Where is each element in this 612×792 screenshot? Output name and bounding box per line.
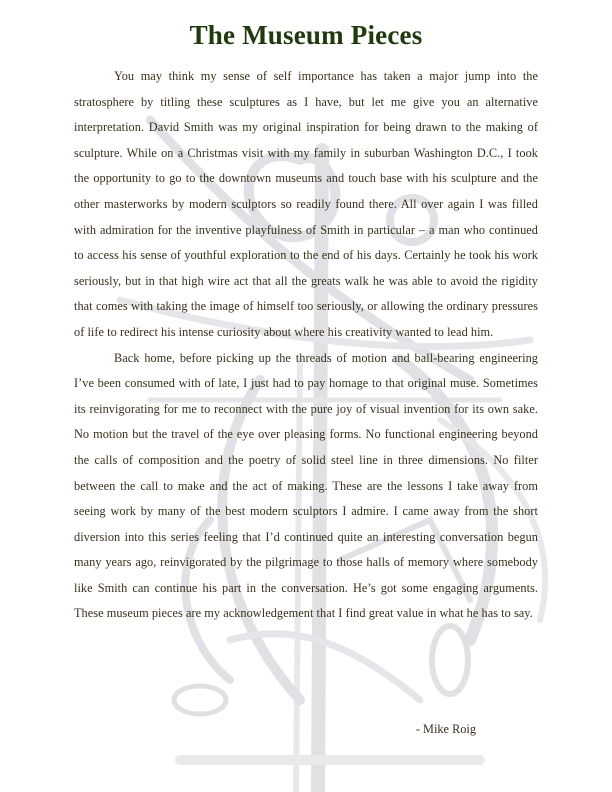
body-text <box>74 64 538 627</box>
page-title: The Museum Pieces <box>189 20 423 50</box>
paragraph-1: You may think my sense of self importance has taken a major jump into the stratosphere by titling these sculptures as I have, but let me give you an alternative interpretation. David Smith was my original inspiration for being drawn to the making of sculpture. While on a Christmas visit with my family in suburban Washington D.C., I took the opportunity to go to the downtown museums and touch base with his sculpture and the other masterworks by modern sculptors so readily found there. All over again I was filled with admiration for the inventive playfulness of Smith in particular – a man who continued to access his sense of youthful exploration to the end of his days. Certainly he took his work seriously, but in that high wire act that all the greats walk he was able to avoid the rigidity that comes with taking the image of himself too seriously, or allowing the ordinary pressures of life to redirect his intense curiosity about where his creativity wanted to lead him. <box>74 69 538 339</box>
paragraph-2: Back home, before picking up the threads of motion and ball-bearing engineering I’ve been consumed with of late, I just had to pay homage to that original muse. Sometimes its reinvigorating for me to reconnect with the pure joy of visual invention for its own sake. No motion but the travel of the eye over pleasing forms. No functional engineering beyond the calls of composition and the poetry of solid steel line in three dimensions. No filter between the call to make and the act of making. These are the lessons I take away from seeing work by many of the best modern sculptors I admire. I came away from the short diversion into this series feeling that I’d continued quite an interesting conversation begun many years ago, reinvigorated by the pilgrimage to those halls of memory where somebody like Smith can continue his part in the conversation. He’s got some engaging arguments. These museum pieces are my acknowledgement that I find great value in what he has to say. <box>74 350 538 621</box>
author-signature: - Mike Roig <box>415 722 476 736</box>
